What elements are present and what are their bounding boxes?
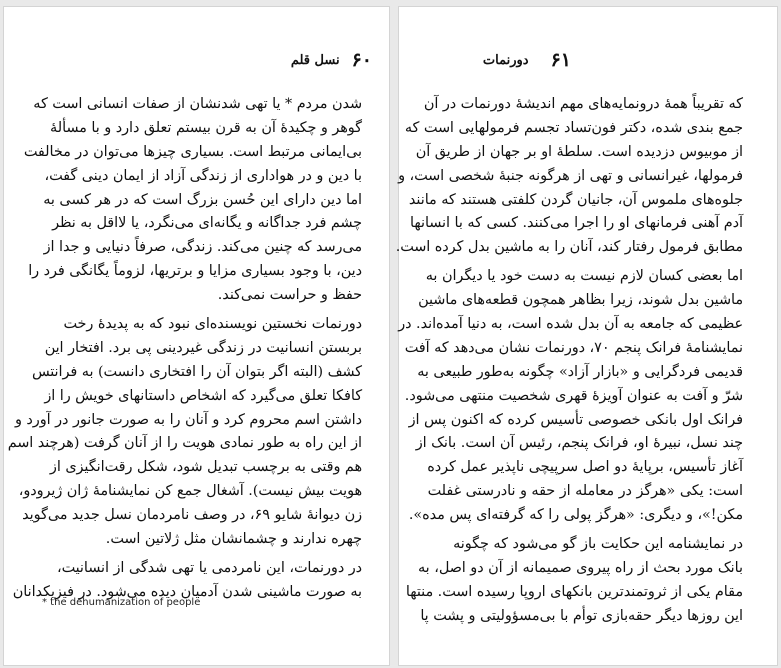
text-line: این روزها دیگر حقه‌بازی توأم با بی‌مسؤولیتی و پشت پا (420, 607, 743, 624)
text-line: با دین و در هواداری از زندگی آزاد از ایمان دینی گفت، (44, 167, 362, 184)
text-line: دورنمات نخستین نویسنده‌ای نبود که به پدیدهٔ رخت (63, 316, 362, 333)
running-title: دورنمات (482, 52, 529, 68)
text-line: چند نسل، نبیرهٔ او، فرانک پنجم، رئیس آن است. بانک از (415, 435, 743, 452)
text-line: زن دیوانهٔ شایو ۶۹، در وصف نامردمان نسل جدید می‌گوید (22, 507, 362, 524)
text-line: فرانک اول بانکی خصوصی تأسیس کرده که اکنون پس از (408, 411, 743, 428)
text-line: به صورت ماشینی شدن آدمیان دیده می‌شود. در فیزیکدانان (12, 583, 362, 600)
page-number: ۶۱ (550, 49, 571, 71)
text-line: جمع بندی شده، دکتر فون‌تساد تجسم فرمولهایی است که (404, 119, 743, 136)
text-line: مقام یکی از ثروتمندترین بانکهای اروپا رسیده است. منتها (405, 583, 743, 600)
text-line: کافکا تعلق می‌گیرد که اشخاص داستانهای خویش را از (44, 387, 362, 404)
paragraph (405, 533, 743, 629)
text-line: است: یکی «هرگز در معامله از حقه و نادرستی غفلت (427, 483, 743, 500)
text-line: از این راه به طور نمادی هویت را از آنان گرفت (هرچند اسم (7, 435, 362, 452)
right-page-body (395, 93, 743, 629)
text-line: فرمولها، غیرانسانی و تهی از هرگونه جنبهٔ شخصی است، و (398, 167, 743, 184)
text-line: چشم فرد جداگانه و یگانه‌ای می‌نگرد، یا لااقل به نظر (52, 215, 362, 232)
text-line: از موبیوس دزدیده است. سلطهٔ او بر جهان از طریق آن (415, 143, 743, 160)
text-line: اما دین دارای این حُسن بزرگ است که در هر کسی به (43, 191, 362, 208)
text-line: آدم آهنی فرمانهای او را اجرا می‌کنند. کسی که با انسانها (410, 215, 743, 232)
text-line: ماشین بدل شوند، زیرا بظاهر همچون قطعه‌های ماشین (418, 292, 743, 309)
text-line: داشتن اسم محروم کرد و آنان را به صورت جانور در آورد و (14, 411, 362, 428)
text-line: شدن مردم * یا تهی شدنشان از صفات انسانی است که (33, 96, 362, 112)
text-line: در دورنمات، این نامردمی یا تهی شدگی از انسانیت، (56, 559, 362, 576)
text-line: قدیمی فردگرایی و «بازار آزاد» چگونه به‌طور طبیعی به (417, 363, 743, 380)
text-line: در نمایشنامه این حکایت باز گو می‌شود که چگونه (453, 536, 743, 553)
text-line: دین، با وجود بسیاری مزایا و برتریها، لزوماً یگانگی فرد را (28, 263, 362, 280)
paragraph (398, 265, 743, 528)
footnote: * the dehumanization of people (42, 597, 201, 608)
text-line: مکن!»، و دیگری: «هرگز پولی را که گرفته‌ای پس مده». (408, 507, 743, 524)
text-line: بی‌ایمانی مرتبط است. بسیاری چیزها می‌توان در مخالفت (23, 143, 362, 160)
text-line: نمایشنامهٔ فرانک پنجم ۷۰، دورنمات نشان می‌دهد که آفت (404, 339, 743, 356)
text-line: شرّ و آفت به عنوان آویزهٔ قهری شخصیت منتهی می‌شود. (404, 387, 743, 404)
text-line: گوهر و چکیدهٔ آن به قرن بیستم تعلق دارد و با مسألهٔ (50, 119, 362, 136)
text-line: هویت بیش نیست). آشغال جمع کن نمایشنامهٔ ژان ژیرودو، (18, 483, 362, 500)
paragraph (395, 93, 743, 260)
text-line: بربستن انسانیت در زندگی غیردینی پی برد. افتخار این (44, 339, 362, 356)
paragraph (23, 93, 362, 308)
left-page-header (262, 49, 372, 71)
left-page (3, 6, 390, 666)
text-line: که تقریباً همهٔ درونمایه‌های مهم اندیشهٔ دورنمات در آن (423, 96, 743, 112)
text-line: جلوه‌های ملموس آن، جانیان گردن کلفتی هستند که مانند (408, 191, 743, 208)
text-line: حفظ و حراست نمی‌کند. (217, 287, 362, 304)
text-line: چهره ندارند و چشمانشان مثل ژلاتین است. (105, 531, 362, 548)
right-page-header (451, 49, 571, 71)
text-line: بانک مورد بحث از راه پیروی صمیمانه از آن دو اصل، به (418, 559, 743, 576)
paragraph (7, 313, 362, 552)
right-page (395, 6, 778, 666)
text-line: آغاز تأسیس، برپایهٔ دو اصل سرپیچی ناپذیر عمل کرده (427, 459, 743, 476)
text-line: مطابق فرمول رفتار کند، آنان را به ماشین بدل کرده است. (395, 239, 743, 256)
text-line: می‌رسد که چنین می‌کند. زندگی، صرفاً دنیایی و جدا از (43, 239, 362, 256)
page-number: ۶۰ (351, 49, 372, 71)
left-page-body (7, 93, 362, 605)
text-line: هم وقتی به برچسب تبدیل شود، شکل رقت‌انگیزی از (49, 459, 362, 476)
text-line: عظیمی که جامعه به آن بدل شده است، به دنیا آمده‌اند. در (398, 316, 743, 333)
running-title: نسل قلم (290, 52, 340, 68)
text-line: اما بعضی کسان لازم نیست به دست خود یا دیگران به (425, 268, 743, 285)
text-line: کشف (البته اگر بتوان آن را افتخاری دانست) به فرانتس (32, 363, 362, 380)
